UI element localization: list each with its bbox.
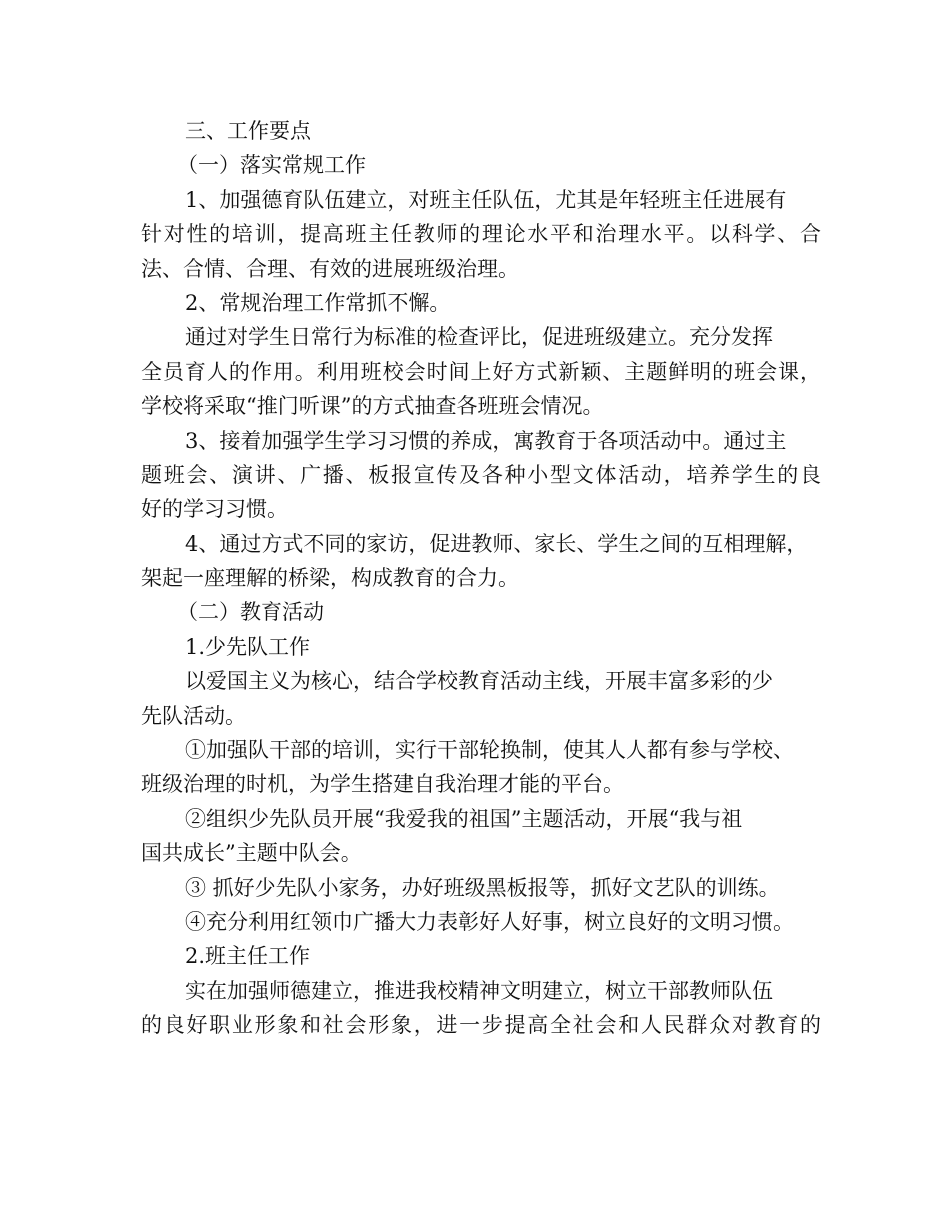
item2-body-line2: 全员育人的作用。利用班校会时间上好方式新颖、主题鲜明的班会课， (141, 359, 821, 384)
item4-line2: 架起一座理解的桥梁，构成教育的合力。 (141, 566, 519, 591)
activity1-intro-line2: 先队活动。 (141, 703, 246, 728)
item4-line1: 4、通过方式不同的家访，促进教师、家长、学生之间的互相理解， (185, 531, 808, 556)
activity2-title: 2.班主任工作 (185, 944, 311, 969)
activity1-point2-line1: ②组织少先队员开展“我爱我的祖国”主题活动，开展“我与祖 (185, 806, 743, 831)
subsection-heading-2: （二）教育活动 (177, 600, 324, 625)
item1-line3: 法、合情、合理、有效的进展班级治理。 (141, 256, 519, 281)
item1-line2: 针对性的培训，提高班主任教师的理论水平和治理水平。以科学、合 (141, 222, 821, 247)
document-body (141, 114, 821, 1043)
item3-line3: 好的学习习惯。 (141, 497, 288, 522)
item3-line2: 题班会、演讲、广播、板报宣传及各种小型文体活动，培养学生的良 (141, 462, 821, 487)
item2-body-line1: 通过对学生日常行为标准的检查评比，促进班级建立。充分发挥 (185, 325, 773, 350)
activity1-title: 1.少先队工作 (185, 634, 311, 659)
activity2-body-line2: 的良好职业形象和社会形象，进一步提高全社会和人民群众对教育的 (141, 1013, 821, 1038)
item1-line1: 1、加强德育队伍建立，对班主任队伍，尤其是年轻班主任进展有 (185, 187, 787, 212)
activity2-body-line1: 实在加强师德建立，推进我校精神文明建立，树立干部教师队伍 (185, 978, 773, 1003)
item2-body-line3: 学校将采取“推门听课”的方式抽查各班班会情况。 (141, 394, 604, 419)
item2-heading: 2、常规治理工作常抓不懈。 (185, 290, 451, 315)
activity1-point2-line2: 国共成长”主题中队会。 (141, 841, 362, 866)
item3-line1: 3、接着加强学生学习习惯的养成，寓教育于各项活动中。通过主 (185, 428, 787, 453)
section-title: 三、工作要点 (185, 119, 311, 143)
subsection-heading-1: （一）落实常规工作 (177, 153, 366, 178)
activity1-point4: ④充分利用红领巾广播大力表彰好人好事，树立良好的文明习惯。 (185, 909, 794, 934)
activity1-point1-line2: 班级治理的时机，为学生搭建自我治理才能的平台。 (141, 772, 624, 797)
activity1-point1-line1: ①加强队干部的培训，实行干部轮换制，使其人人都有参与学校、 (185, 738, 794, 763)
activity1-point3: ③ 抓好少先队小家务，办好班级黑板报等，抓好文艺队的训练。 (185, 875, 780, 900)
activity1-intro-line1: 以爱国主义为核心，结合学校教育活动主线，开展丰富多彩的少 (185, 669, 773, 694)
